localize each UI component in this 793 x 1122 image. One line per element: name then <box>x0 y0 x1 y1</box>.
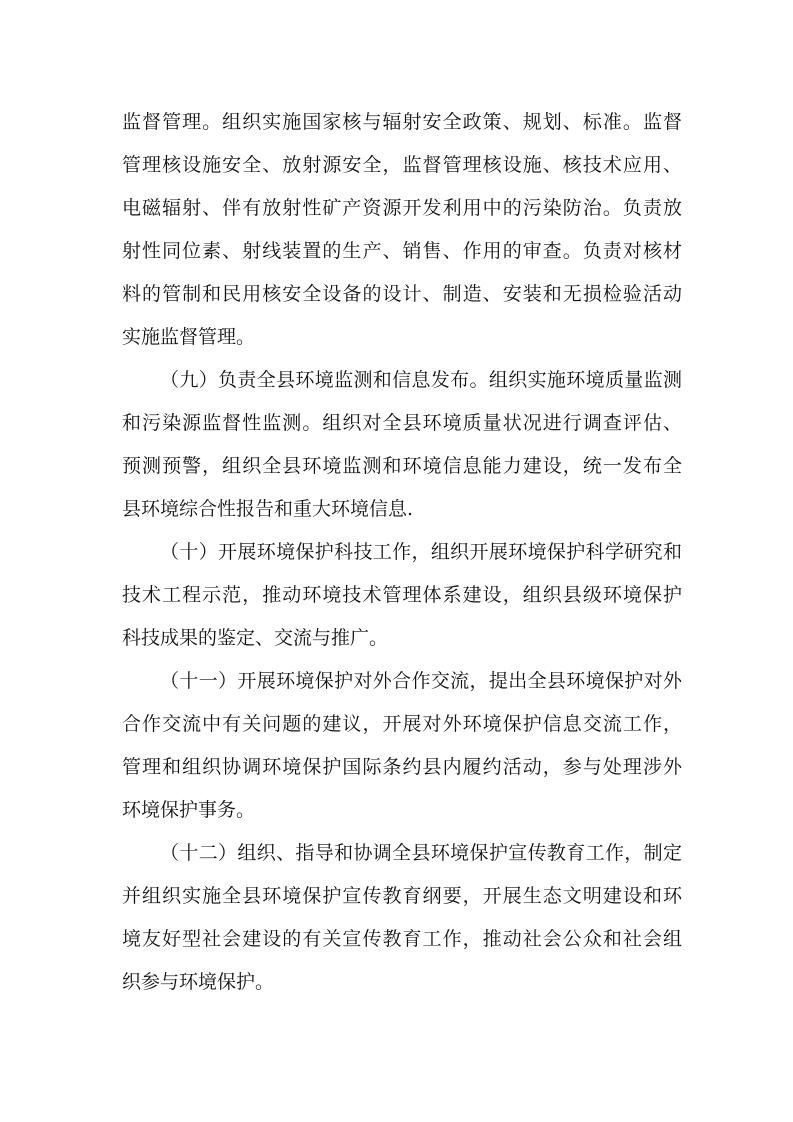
paragraph-line: 电磁辐射、伴有放射性矿产资源开发利用中的污染防治。负责放 <box>122 197 682 219</box>
paragraph-line-first: （九）负责全县环境监测和信息发布。组织实施环境质量监测 <box>160 369 682 391</box>
paragraph-line: 预测预警，组织全县环境监测和环境信息能力建设，统一发布全 <box>122 455 682 477</box>
paragraph-line: 实施监督管理。 <box>122 326 256 348</box>
paragraph-line: 管理和组织协调环境保护国际条约县内履约活动，参与处理涉外 <box>122 756 682 778</box>
paragraph-line: 管理核设施安全、放射源安全，监督管理核设施、核技术应用、 <box>122 154 682 176</box>
paragraph-line: 科技成果的鉴定、交流与推广。 <box>122 627 389 649</box>
paragraph-line: 境友好型社会建设的有关宣传教育工作，推动社会公众和社会组 <box>122 928 682 950</box>
document-body <box>122 101 682 1004</box>
paragraph-line: 料的管制和民用核安全设备的设计、制造、安装和无损检验活动 <box>122 283 682 305</box>
paragraph-line: 合作交流中有关问题的建议，开展对外环境保护信息交流工作， <box>122 713 682 735</box>
paragraph-line-first: （十）开展环境保护科技工作，组织开展环境保护科学研究和 <box>160 541 682 563</box>
paragraph-line: 和污染源监督性监测。组织对全县环境质量状况进行调查评估、 <box>122 412 682 434</box>
paragraph-line: 环境保护事务。 <box>122 799 256 821</box>
paragraph-line: 县环境综合性报告和重大环境信息. <box>122 498 414 520</box>
paragraph-line: 织参与环境保护。 <box>122 971 275 993</box>
paragraph-line: 射性同位素、射线装置的生产、销售、作用的审查。负责对核材 <box>122 240 682 262</box>
paragraph-line: 技术工程示范，推动环境技术管理体系建设，组织县级环境保护 <box>122 584 682 606</box>
paragraph-line-first: （十一）开展环境保护对外合作交流，提出全县环境保护对外 <box>160 670 682 692</box>
paragraph-line: 监督管理。组织实施国家核与辐射安全政策、规划、标准。监督 <box>122 111 682 133</box>
paragraph-line-first: （十二）组织、指导和协调全县环境保护宣传教育工作，制定 <box>160 842 682 864</box>
paragraph-line: 并组织实施全县环境保护宣传教育纲要，开展生态文明建设和环 <box>122 885 682 907</box>
